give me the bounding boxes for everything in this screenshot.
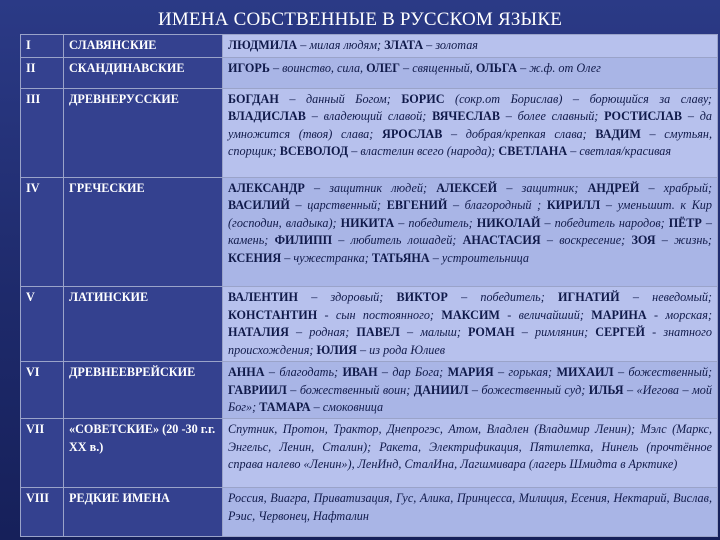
proper-name: ЮЛИЯ — [316, 342, 357, 357]
name-meaning: - величайший; — [499, 307, 592, 322]
name-meaning: – воскресение; — [540, 233, 632, 248]
proper-name: ОЛЬГА — [475, 61, 518, 76]
row-number: VII — [21, 419, 64, 488]
name-meaning: – божественный; — [613, 365, 713, 380]
proper-name: АНАСТАСИЯ — [462, 233, 541, 248]
name-meaning: – родная; — [288, 325, 357, 340]
row-number: VIII — [21, 488, 64, 537]
proper-name: ПЁТР — [668, 215, 702, 230]
name-meaning: – устроительница — [429, 250, 530, 265]
name-meaning: – священный, — [400, 61, 476, 76]
name-meaning: – уменьшит. к Кир (господин, владыка); — [228, 198, 712, 230]
proper-name: НАТАЛИЯ — [228, 325, 289, 340]
name-meaning: – жизнь; — [655, 233, 712, 248]
proper-name: НИКОЛАЙ — [476, 215, 541, 230]
names-description — [223, 287, 718, 362]
proper-name: ЕВГЕНИЙ — [386, 198, 448, 213]
proper-name: АННА — [228, 365, 265, 380]
name-meaning: – дар Бога; — [377, 365, 448, 380]
proper-name: ДАНИИЛ — [413, 382, 469, 397]
proper-name: ТАТЬЯНА — [371, 250, 430, 265]
proper-name: НИКИТА — [340, 215, 395, 230]
proper-name: МАРИЯ — [447, 365, 494, 380]
row-number: IV — [21, 177, 64, 286]
name-meaning: – добрая/крепкая слава; — [442, 126, 596, 141]
name-meaning: – малыш; — [399, 325, 469, 340]
proper-name: ТАМАРА — [259, 400, 311, 415]
name-meaning: (сокр.от Борислав) – борющийся за славу; — [444, 91, 712, 106]
row-number: VI — [21, 362, 64, 419]
proper-name: ЛЮДМИЛА — [228, 38, 298, 52]
row-number: III — [21, 88, 64, 177]
names-description — [223, 35, 718, 58]
name-meaning: – победитель; — [447, 290, 559, 305]
name-meaning: - сын постоянного; — [317, 307, 442, 322]
proper-name: СЕРГЕЙ — [595, 325, 646, 340]
name-meaning: – римлянин; — [514, 325, 596, 340]
name-meaning: – «Иегова – мой Бог»; — [228, 382, 712, 415]
name-meaning: – здоровый; — [297, 290, 397, 305]
proper-name: АЛЕКСЕЙ — [436, 180, 498, 195]
proper-name: ИВАН — [342, 365, 378, 380]
proper-name: МАКСИМ — [441, 307, 500, 322]
names-table — [20, 34, 718, 537]
name-meaning: – камень; — [228, 215, 712, 248]
name-meaning: – божественный воин; — [286, 382, 414, 397]
name-meaning: – защитник людей; — [304, 180, 437, 195]
name-meaning: Россия, Виагра, Приватизация, Гус, Алика, Принцесса, Милиция, Есения, Нектарий, Вислав, Рэис, Червонец, Нафталин — [228, 491, 712, 523]
name-meaning: - знатного происхождения; — [228, 325, 712, 357]
name-meaning: – данный Богом; — [278, 91, 402, 106]
name-group: «СОВЕТСКИЕ» (20 -30 г.г. XX в.) — [64, 419, 223, 488]
proper-name: КИРИЛЛ — [546, 198, 601, 213]
name-meaning: – благодать; — [264, 365, 343, 380]
name-meaning: – властелин всего (народа); — [348, 144, 499, 159]
names-description — [223, 88, 718, 177]
proper-name: ПАВЕЛ — [356, 325, 400, 340]
names-description — [223, 488, 718, 537]
proper-name: КОНСТАНТИН — [228, 307, 318, 322]
name-group: СЛАВЯНСКИЕ — [64, 35, 223, 58]
proper-name: АЛЕКСАНДР — [228, 180, 305, 195]
name-meaning: – милая людям; — [297, 38, 385, 52]
proper-name: ЗЛАТА — [384, 38, 424, 52]
proper-name: ВАДИМ — [595, 126, 641, 141]
row-number: V — [21, 287, 64, 362]
name-group: ДРЕВНЕРУССКИЕ — [64, 88, 223, 177]
proper-name: БОРИС — [401, 91, 445, 106]
page-title: ИМЕНА СОБСТВЕННЫЕ В РУССКОМ ЯЗЫКЕ — [157, 9, 563, 30]
table-row — [21, 488, 718, 537]
proper-name: ВЛАДИСЛАВ — [228, 109, 306, 124]
names-description — [223, 362, 718, 419]
proper-name: ВАЛЕНТИН — [228, 290, 298, 305]
name-meaning: – победитель народов; — [540, 215, 669, 230]
name-meaning: – горькая; — [493, 365, 557, 380]
name-meaning: – чужестранка; — [281, 250, 372, 265]
table-row — [21, 287, 718, 362]
name-meaning: – смоковница — [310, 400, 384, 415]
table-row — [21, 58, 718, 88]
name-meaning: - морская; — [646, 307, 712, 322]
proper-name: ВИКТОР — [396, 290, 448, 305]
name-meaning: – из рода Юлиев — [356, 342, 446, 357]
proper-name: РОМАН — [468, 325, 515, 340]
name-group: ГРЕЧЕСКИЕ — [64, 177, 223, 286]
proper-name: ИГНАТИЙ — [558, 290, 620, 305]
table-row — [21, 177, 718, 286]
row-number: I — [21, 35, 64, 58]
name-meaning: – владеющий славой; — [305, 109, 433, 124]
proper-name: КСЕНИЯ — [228, 250, 282, 265]
name-group: РЕДКИЕ ИМЕНА — [64, 488, 223, 537]
proper-name: ФИЛИПП — [274, 233, 333, 248]
table-row — [21, 35, 718, 58]
name-meaning: – золотая — [423, 38, 478, 52]
name-meaning: Спутник, Протон, Трактор, Днепрогэс, Атом, Владлен (Владимир Ленин); Мэлс (Маркс, Энгельс, Ленин, Сталин); Ракета, Электрификация, Пятилетка, Нинель (прочтённое справа налево «Ленин»), ЛенИнд, СталИна, Лагшмивара (лагерь Шмидта в Арктике) — [228, 422, 712, 472]
proper-name: ЗОЯ — [631, 233, 656, 248]
name-meaning: – победитель; — [394, 215, 477, 230]
proper-name: МАРИНА — [591, 307, 647, 322]
names-description — [223, 58, 718, 88]
table-row — [21, 362, 718, 419]
proper-name: БОГДАН — [228, 91, 279, 106]
proper-name: РОСТИСЛАВ — [604, 109, 683, 124]
row-number: II — [21, 58, 64, 88]
names-description — [223, 177, 718, 286]
name-meaning: – неведомый; — [619, 290, 712, 305]
name-group: ЛАТИНСКИЕ — [64, 287, 223, 362]
proper-name: ЯРОСЛАВ — [382, 126, 443, 141]
proper-name: МИХАИЛ — [556, 365, 614, 380]
name-meaning: – благородный ; — [447, 198, 547, 213]
name-meaning: – светлая/красивая — [567, 144, 672, 159]
name-meaning: – божественный суд; — [468, 382, 589, 397]
name-meaning: – да умножится (твоя) слава; — [228, 109, 712, 141]
name-meaning: – смутьян, спорщик; — [228, 126, 713, 159]
name-meaning: – храбрый; — [639, 180, 712, 195]
name-meaning: – царственный; — [289, 198, 387, 213]
proper-name: ВСЕВОЛОД — [279, 144, 349, 159]
proper-name: ВАСИЛИЙ — [228, 198, 290, 213]
proper-name: ВЯЧЕСЛАВ — [432, 109, 500, 124]
proper-name: СВЕТЛАНА — [498, 144, 568, 159]
name-meaning: – защитник; — [497, 180, 588, 195]
table-row — [21, 88, 718, 177]
name-group: ДРЕВНЕЕВРЕЙСКИЕ — [64, 362, 223, 419]
name-meaning: – воинство, сила, — [269, 61, 367, 76]
proper-name: ИЛЬЯ — [588, 382, 624, 397]
proper-name: АНДРЕЙ — [587, 180, 640, 195]
names-description — [223, 419, 718, 488]
name-group: СКАНДИНАВСКИЕ — [64, 58, 223, 88]
name-meaning: – более славный; — [499, 109, 605, 124]
name-meaning: – ж.ф. от Олег — [517, 61, 601, 76]
proper-name: ГАВРИИЛ — [228, 382, 287, 397]
table-row — [21, 419, 718, 488]
name-meaning: – любитель лошадей; — [332, 233, 463, 248]
proper-name: ИГОРЬ — [228, 61, 270, 76]
proper-name: ОЛЕГ — [366, 61, 400, 76]
